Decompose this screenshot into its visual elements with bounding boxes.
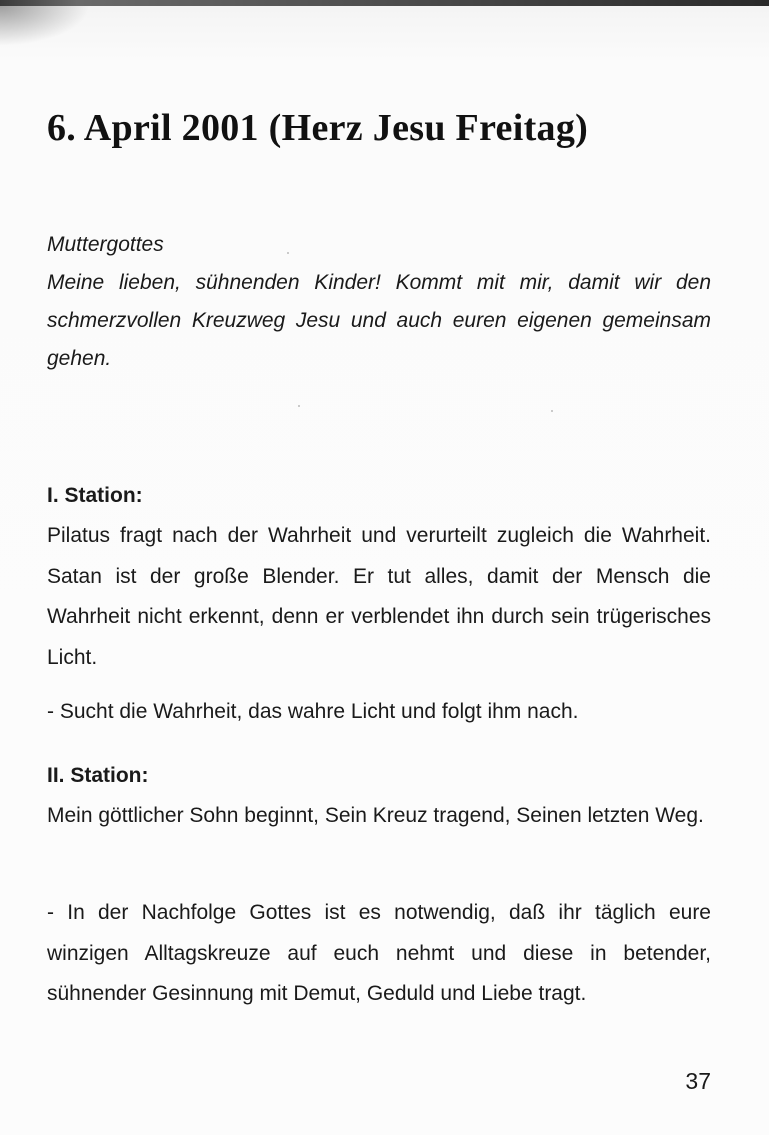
station-exhortation: - In der Nachfolge Gottes ist es notwendig, daß ihr täglich eure winzigen Alltagskreuze auf euch nehmt und diese in betender, sühnender Gesinnung mit Demut, Geduld und Liebe tragt. (47, 901, 711, 1005)
page-title: 6. April 2001 (Herz Jesu Freitag) (47, 107, 589, 149)
station-text: Mein göttlicher Sohn beginnt, Sein Kreuz tragend, Seinen letzten Weg. (47, 804, 704, 827)
intro-section (47, 226, 711, 378)
station-1-exhortation-section (47, 692, 711, 733)
paper-speck (298, 405, 300, 407)
station-1-section (47, 476, 711, 678)
page-number: 37 (685, 1068, 711, 1094)
station-2-section (47, 756, 711, 837)
station-heading: II. Station: (47, 764, 149, 787)
page-top-edge (0, 0, 769, 6)
page-corner-shadow (0, 6, 90, 46)
speaker-label: Muttergottes (47, 233, 164, 256)
station-exhortation: - Sucht die Wahrheit, das wahre Licht und folgt ihm nach. (47, 700, 579, 723)
station-2-exhortation-section (47, 893, 711, 1015)
station-heading: I. Station: (47, 484, 143, 507)
paper-speck (287, 252, 289, 254)
intro-text: Meine lieben, sühnenden Kinder! Kommt mit mir, damit wir den schmerzvollen Kreuzweg Jesu und auch euren eigenen gemeinsam gehen. (47, 271, 711, 370)
station-text: Pilatus fragt nach der Wahrheit und verurteilt zugleich die Wahrheit. Satan ist der große Blender. Er tut alles, damit der Mensch die Wahrheit nicht erkennt, denn er verblendet ihn durch sein trügerisches Licht. (47, 524, 711, 669)
paper-speck (551, 410, 553, 412)
